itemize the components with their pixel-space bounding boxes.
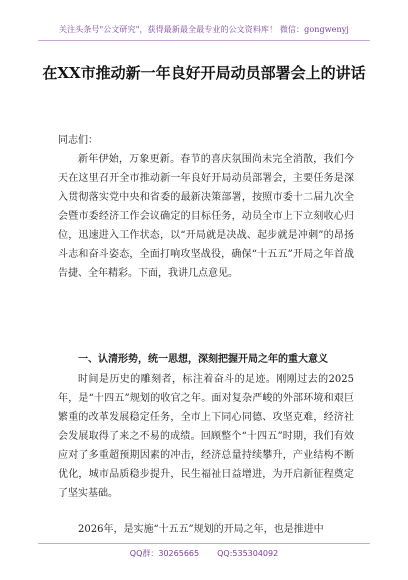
footer-qq-group: QQ群：30265665 bbox=[129, 549, 200, 558]
header-divider bbox=[38, 40, 370, 41]
section-heading: 一、认清形势，统一思想，深刻把握开局之年的重大意义 bbox=[78, 354, 328, 365]
footer-qq: QQ:535304092 bbox=[217, 549, 279, 558]
salutation: 同志们： bbox=[58, 135, 98, 146]
footer bbox=[0, 548, 408, 559]
footer-divider bbox=[38, 543, 370, 544]
body-paragraph: 新年伊始，万象更新。春节的喜庆氛围尚未完全消散，我们今天在这里召开全市推动新一年良好开局动员部署会，主要任务是深入贯彻落实党中央和省委的最新决策部署，按照市委十二届九次全会暨市委经济工作会议确定的目标任务，动员全市上下立刻收心归位，迅速进入工作状态，以“开局就是决战、起步就是冲刺”的昂扬斗志和奋斗姿态，全面打响攻坚战役，确保“十五五”开局之年首战告捷、全年精彩。下面，我讲几点意见。 bbox=[58, 154, 354, 279]
header-banner: 关注头条号"公文研究"，获得最新最全最专业的公文资料库！ 微信：gongwenyj bbox=[59, 25, 349, 34]
document-title: 在XX市推动新一年良好开局动员部署会上的讲话 bbox=[42, 64, 366, 82]
body-paragraph: 时间是历史的雕刻者，标注着奋斗的足迹。刚刚过去的2025年，是“十四五”规划的收官之年。面对复杂严峻的外部环境和艰巨繁重的改革发展稳定任务，全市上下同心同德、攻坚克难，经济社会发展取得了来之不易的成绩。回顾整个“十四五”时期，我们有效应对了多重超预期因素的冲击，经济总量持续攀升，产业结构不断优化，城市品质稳步提升，民生福祉日益增进，为开启新征程奠定了坚实基础。 bbox=[58, 374, 354, 499]
body-paragraph: 2026年，是实施“十五五”规划的开局之年，也是推进中 bbox=[78, 524, 324, 535]
